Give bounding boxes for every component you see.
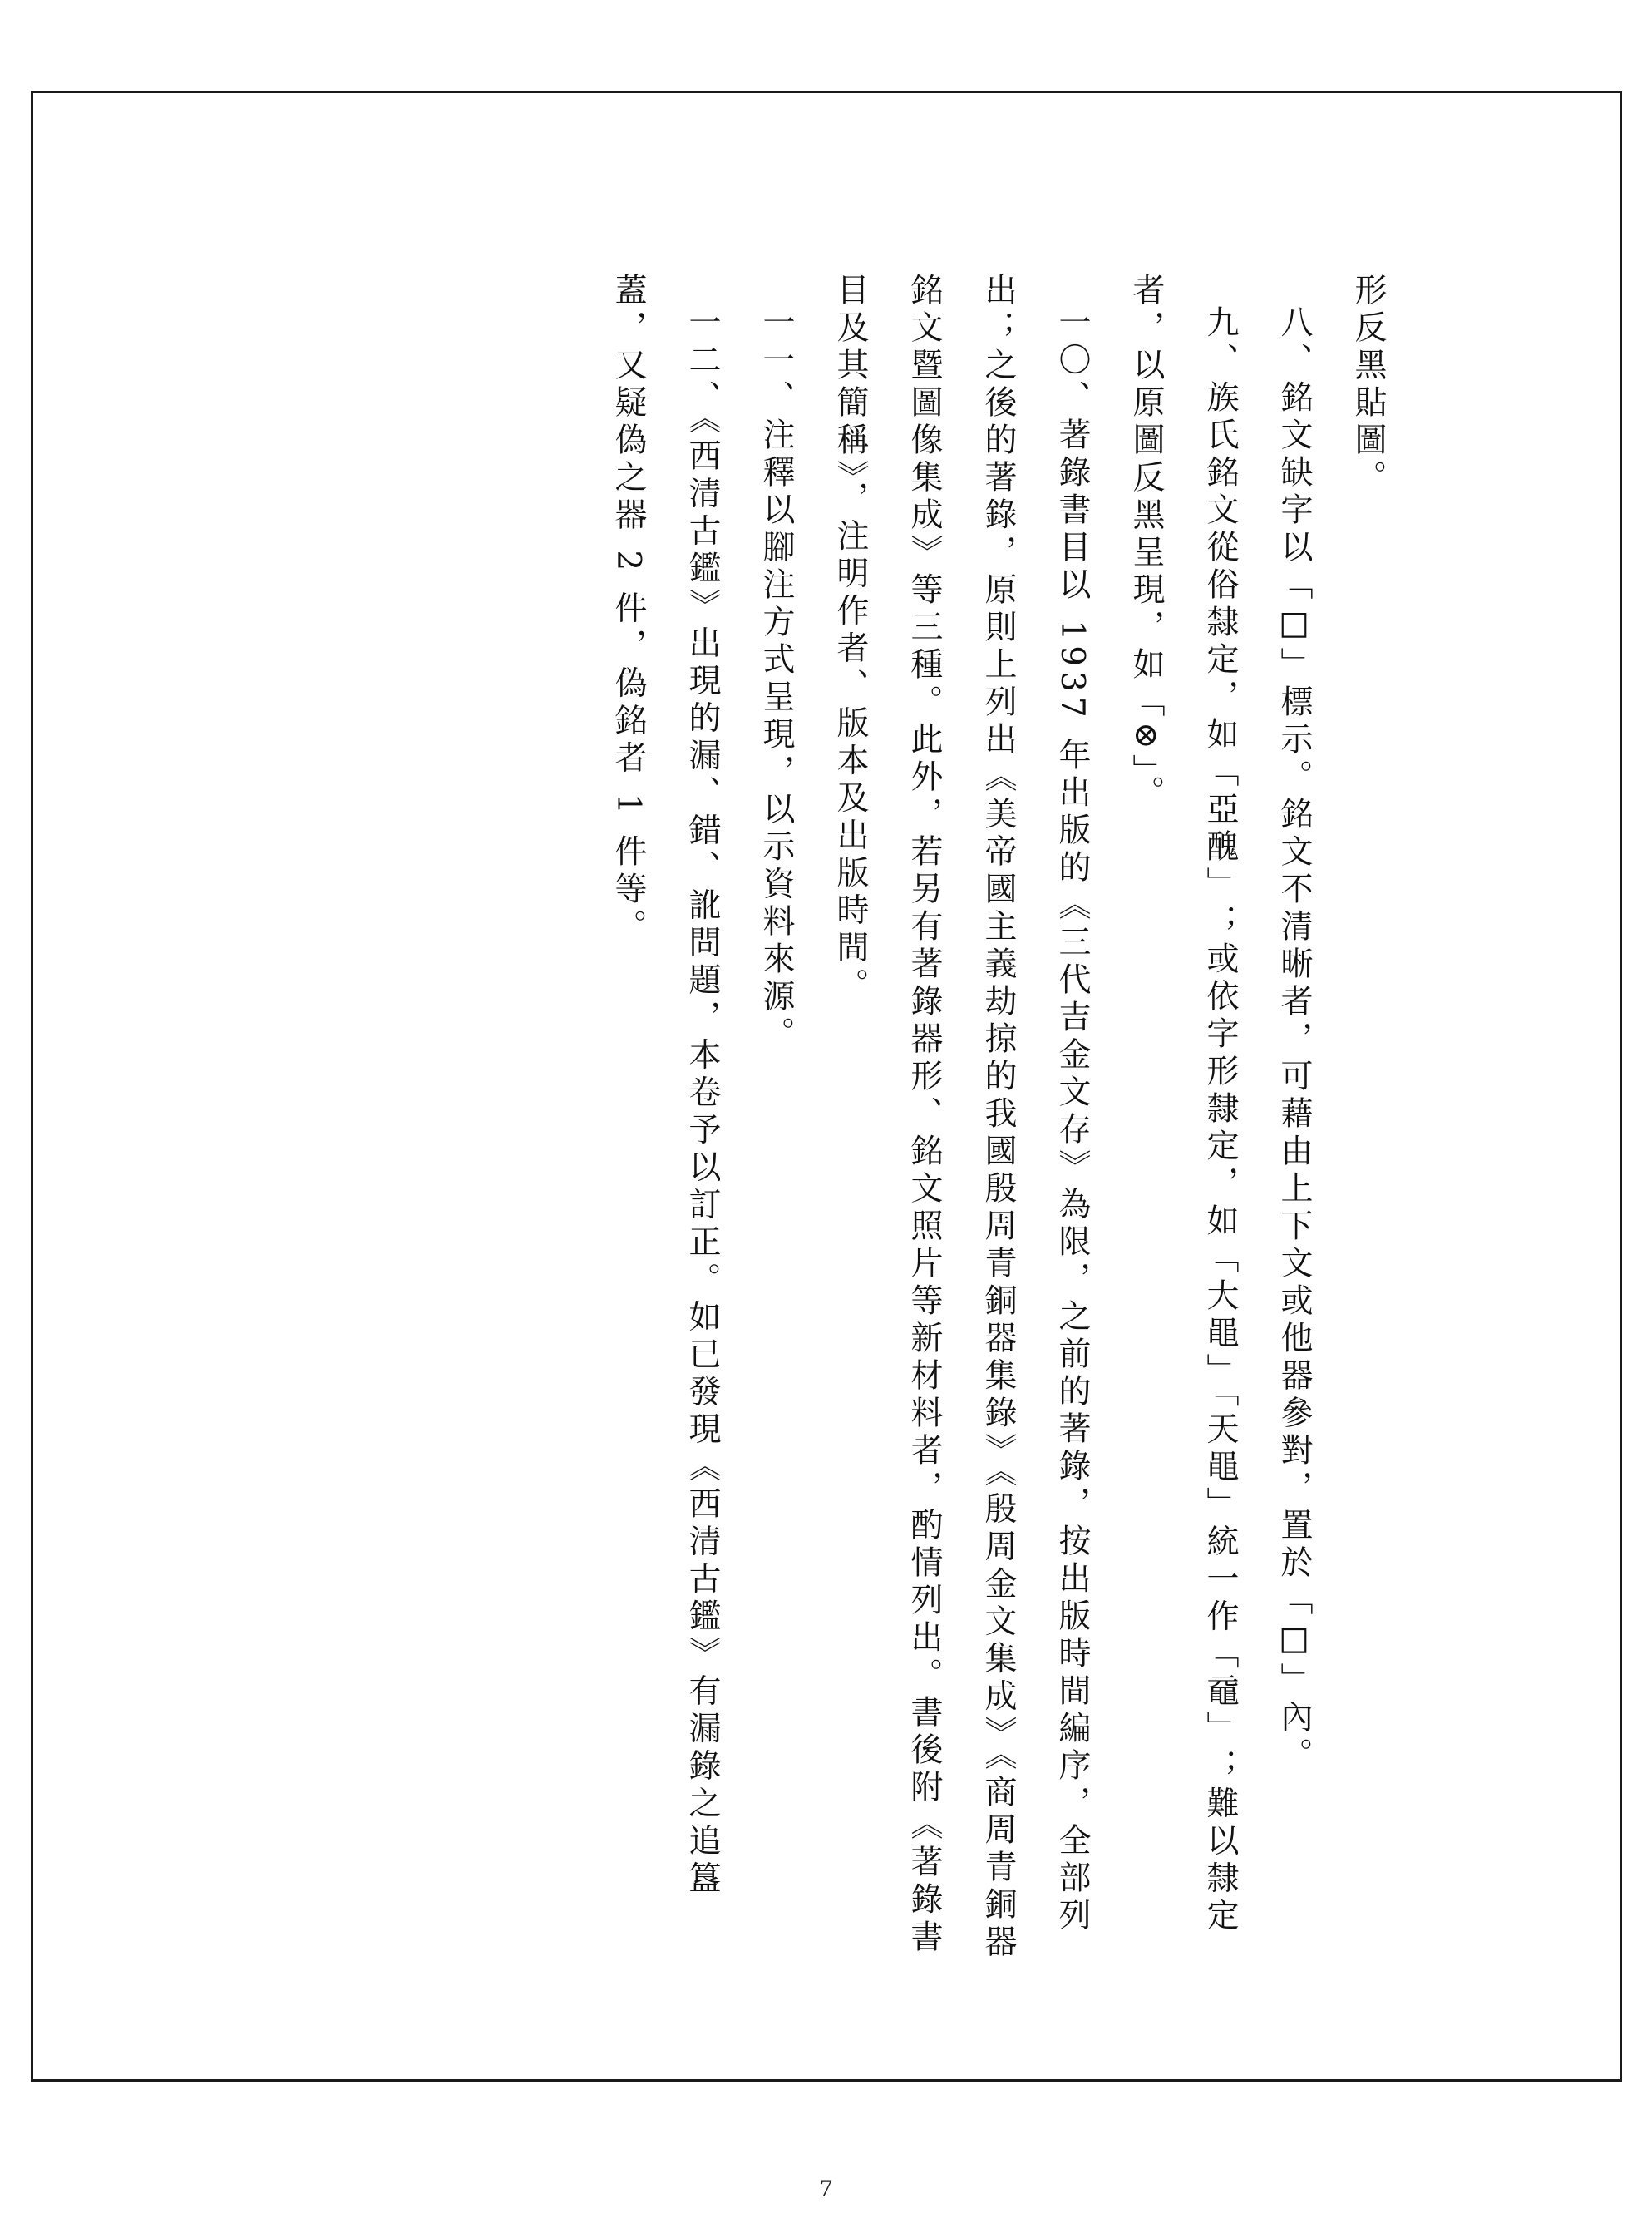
paragraph-item-10: 一〇、著錄書目以 1937 年出版的《三代吉金文存》為限，之前的著錄，按出版時間編序，全部列出；之後的著錄，原則上列出《美帝國主義劫掠的我國殷周青銅器集錄》《殷周金文集成》《商周青銅器銘文暨圖像集成》等三種。此外，若另有著錄器形、銘文照片等新材料者，酌情列出。書後附《著錄書目及其簡稱》，注明作者、版本及出版時間。 (831, 273, 1091, 1962)
paragraph-item-8: 八、銘文缺字以「□」標示。銘文不清晰者，可藉由上下文或他器參對，置於「□」內。 (1275, 305, 1313, 1775)
paragraph-item-12: 一二、《西清古鑑》出現的漏、錯、訛問題，本卷予以訂正。如已發現《西清古鑑》有漏錄之追簋蓋，又疑偽之器 2 件，偽銘者 1 件等。 (609, 273, 721, 1899)
page-number: 7 (820, 2175, 832, 2202)
paragraph-item-11: 一一、注釋以腳注方式呈現，以示資料來源。 (757, 305, 795, 1054)
paragraph-continuation: 形反黑貼圖。 (1349, 273, 1387, 497)
main-text-vertical (607, 273, 1405, 1969)
paragraph-item-9: 九、族氏銘文從俗隸定，如「亞醜」；或依字形隸定，如「大黽」「天黽」統一作「黿」；難以隸定者，以原圖反黑呈現，如「⊗」。 (1127, 273, 1239, 1936)
